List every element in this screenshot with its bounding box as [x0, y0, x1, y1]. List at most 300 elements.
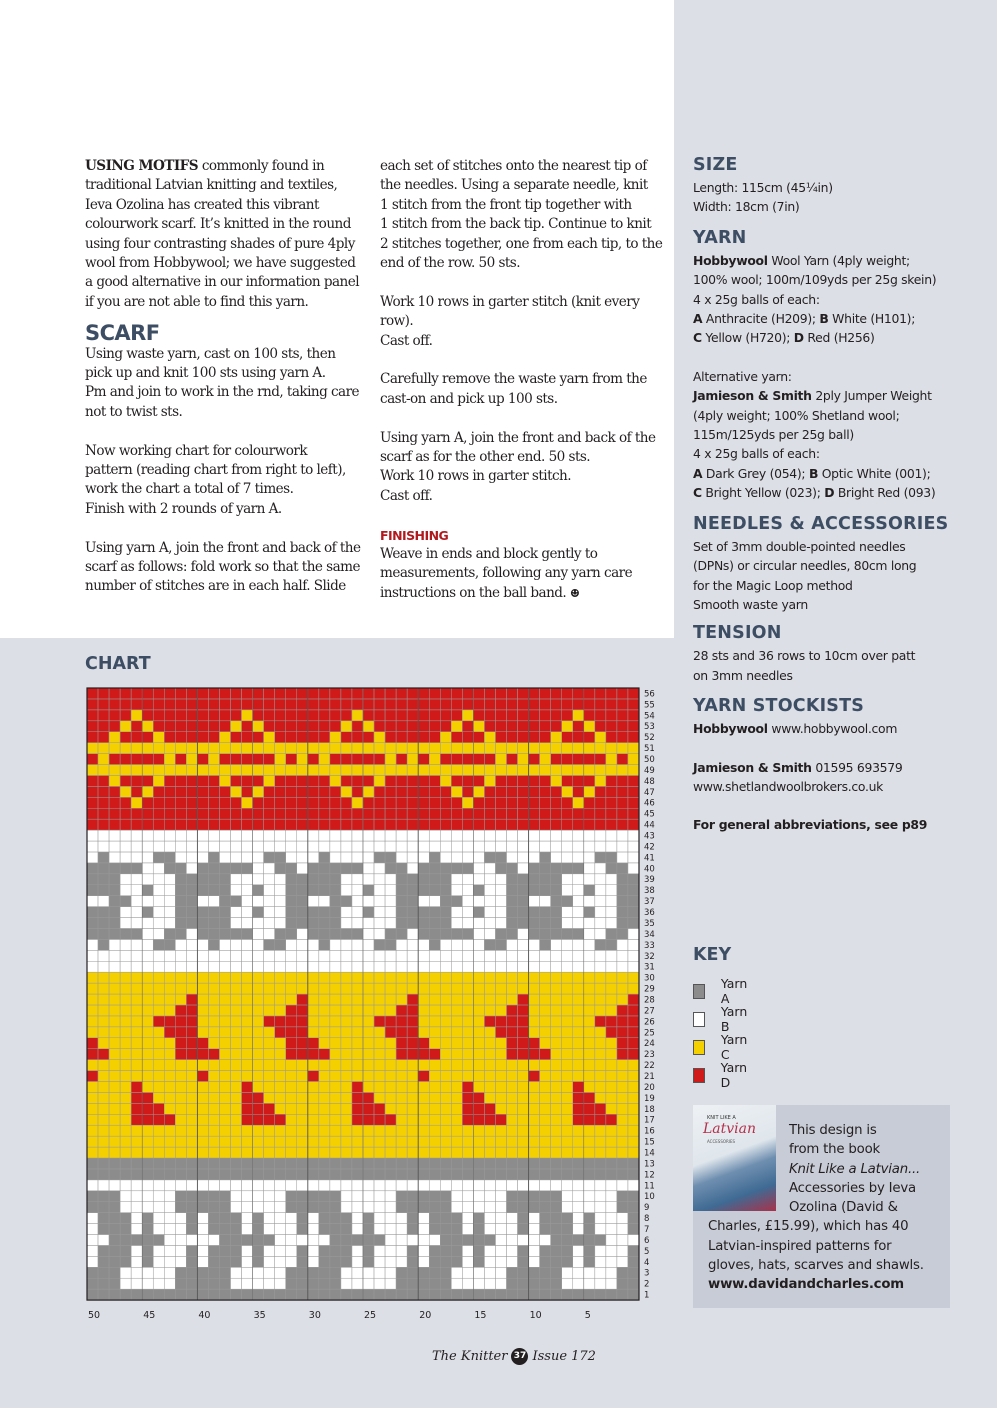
chart-cell — [208, 1202, 219, 1213]
chart-cell — [363, 863, 374, 874]
chart-cell — [242, 983, 253, 994]
chart-cell — [484, 1180, 495, 1191]
chart-cell — [87, 1125, 98, 1136]
chart-cell — [407, 732, 418, 743]
chart-cell — [308, 1169, 319, 1180]
chart-cell — [484, 1169, 495, 1180]
chart-cell — [418, 841, 429, 852]
chart-cell — [540, 699, 551, 710]
chart-cell — [253, 1267, 264, 1278]
chart-cell — [595, 699, 606, 710]
row-label: 14 — [644, 1148, 655, 1159]
chart-cell — [518, 939, 529, 950]
chart-cell — [341, 1038, 352, 1049]
chart-cell — [429, 896, 440, 907]
chart-cell — [275, 699, 286, 710]
chart-cell — [495, 710, 506, 721]
chart-cell — [352, 1191, 363, 1202]
chart-cell — [551, 1081, 562, 1092]
chart-cell — [109, 1038, 120, 1049]
chart-cell — [264, 808, 275, 819]
chart-cell — [175, 743, 186, 754]
chart-cell — [98, 1147, 109, 1158]
shetland-link[interactable]: www.shetlandwoolbrokers.co.uk — [693, 778, 884, 794]
chart-cell — [462, 1256, 473, 1267]
chart-cell — [507, 939, 518, 950]
chart-cell — [253, 1092, 264, 1103]
chart-cell — [495, 830, 506, 841]
chart-cell — [208, 1278, 219, 1289]
chart-cell — [429, 710, 440, 721]
chart-cell — [319, 1038, 330, 1049]
chart-cell — [87, 1103, 98, 1114]
chart-cell — [87, 1092, 98, 1103]
chart-cell — [617, 961, 628, 972]
chart-cell — [573, 1202, 584, 1213]
chart-cell — [462, 841, 473, 852]
chart-cell — [584, 699, 595, 710]
chart-cell — [507, 1169, 518, 1180]
chart-cell — [507, 885, 518, 896]
chart-cell — [529, 1103, 540, 1114]
chart-cell — [341, 896, 352, 907]
chart-cell — [451, 1027, 462, 1038]
chart-cell — [231, 918, 242, 929]
chart-cell — [142, 688, 153, 699]
chart-cell — [264, 786, 275, 797]
chart-cell — [617, 928, 628, 939]
chart-cell — [573, 1027, 584, 1038]
chart-cell — [231, 939, 242, 950]
chart-cell — [242, 1147, 253, 1158]
chart-cell — [98, 1060, 109, 1071]
chart-cell — [473, 1224, 484, 1235]
chart-cell — [584, 950, 595, 961]
chart-cell — [131, 743, 142, 754]
chart-cell — [551, 1125, 562, 1136]
chart-cell — [341, 786, 352, 797]
chart-cell — [374, 939, 385, 950]
chart-cell — [253, 1191, 264, 1202]
chart-cell — [363, 819, 374, 830]
chart-cell — [319, 819, 330, 830]
chart-cell — [231, 896, 242, 907]
chart-cell — [407, 928, 418, 939]
chart-cell — [374, 1136, 385, 1147]
chart-cell — [418, 1180, 429, 1191]
chart-cell — [507, 896, 518, 907]
chart-cell — [330, 765, 341, 776]
chart-cell — [286, 863, 297, 874]
chart-cell — [606, 1092, 617, 1103]
chart-cell — [606, 885, 617, 896]
chart-cell — [275, 1005, 286, 1016]
chart-cell — [109, 830, 120, 841]
chart-cell — [429, 1224, 440, 1235]
chart-cell — [495, 721, 506, 732]
chart-cell — [628, 797, 639, 808]
chart-cell — [363, 1267, 374, 1278]
chart-cell — [495, 852, 506, 863]
chart-cell — [120, 1256, 131, 1267]
chart-cell — [418, 1245, 429, 1256]
chart-cell — [462, 885, 473, 896]
chart-cell — [175, 852, 186, 863]
chart-cell — [507, 765, 518, 776]
row-label: 2 — [644, 1279, 650, 1290]
chart-cell — [562, 1147, 573, 1158]
chart-cell — [540, 786, 551, 797]
chart-cell — [462, 1235, 473, 1246]
chart-cell — [319, 1049, 330, 1060]
chart-cell — [142, 939, 153, 950]
chart-cell — [374, 1213, 385, 1224]
chart-cell — [286, 928, 297, 939]
chart-cell — [584, 1267, 595, 1278]
chart-cell — [98, 754, 109, 765]
chart-cell — [319, 1267, 330, 1278]
chart-cell — [418, 1224, 429, 1235]
chart-cell — [164, 1147, 175, 1158]
chart-cell — [518, 797, 529, 808]
chart-cell — [540, 775, 551, 786]
chart-cell — [164, 1005, 175, 1016]
chart-cell — [374, 1114, 385, 1125]
chart-cell — [374, 1071, 385, 1082]
chart-cell — [231, 961, 242, 972]
row-label: 54 — [644, 711, 655, 722]
chart-cell — [628, 1213, 639, 1224]
chart-cell — [142, 732, 153, 743]
chart-cell — [595, 1158, 606, 1169]
chart-cell — [495, 1256, 506, 1267]
chart-cell — [628, 896, 639, 907]
chart-cell — [319, 1213, 330, 1224]
chart-cell — [264, 1136, 275, 1147]
chart-cell — [242, 808, 253, 819]
chart-cell — [484, 950, 495, 961]
chart-cell — [507, 1027, 518, 1038]
chart-cell — [219, 928, 230, 939]
chart-cell — [507, 1191, 518, 1202]
chart-cell — [109, 852, 120, 863]
chart-cell — [584, 1060, 595, 1071]
chart-cell — [297, 950, 308, 961]
chart-cell — [253, 961, 264, 972]
chart-cell — [540, 896, 551, 907]
chart-cell — [540, 852, 551, 863]
chart-cell — [87, 1235, 98, 1246]
chart-cell — [429, 1038, 440, 1049]
chart-cell — [341, 1005, 352, 1016]
chart-cell — [308, 721, 319, 732]
chart-cell — [407, 775, 418, 786]
chart-cell — [297, 1027, 308, 1038]
chart-cell — [352, 1180, 363, 1191]
chart-cell — [529, 907, 540, 918]
x-tick-label: 25 — [364, 1310, 377, 1322]
chart-cell — [462, 1147, 473, 1158]
chart-cell — [484, 819, 495, 830]
chart-cell — [131, 797, 142, 808]
chart-cell — [352, 732, 363, 743]
chart-cell — [584, 1245, 595, 1256]
chart-cell — [186, 983, 197, 994]
chart-cell — [153, 819, 164, 830]
chart-cell — [286, 699, 297, 710]
chart-cell — [473, 1191, 484, 1202]
chart-cell — [374, 841, 385, 852]
chart-cell — [484, 710, 495, 721]
chart-cell — [242, 852, 253, 863]
chart-cell — [374, 1191, 385, 1202]
chart-cell — [551, 1005, 562, 1016]
x-tick-label: 30 — [308, 1310, 321, 1322]
chart-cell — [175, 874, 186, 885]
chart-cell — [462, 754, 473, 765]
chart-cell — [473, 961, 484, 972]
chart-cell — [164, 918, 175, 929]
chart-cell — [275, 819, 286, 830]
chart-cell — [297, 1224, 308, 1235]
row-label: 38 — [644, 886, 655, 897]
chart-cell — [507, 786, 518, 797]
chart-cell — [396, 1081, 407, 1092]
chart-cell — [451, 1180, 462, 1191]
chart-cell — [551, 1027, 562, 1038]
chart-cell — [484, 1081, 495, 1092]
chart-cell — [462, 1191, 473, 1202]
chart-cell — [286, 1125, 297, 1136]
chart-cell — [418, 786, 429, 797]
chart-cell — [451, 874, 462, 885]
chart-cell — [208, 1289, 219, 1300]
chart-cell — [562, 1256, 573, 1267]
chart-cell — [297, 1071, 308, 1082]
chart-cell — [275, 896, 286, 907]
chart-cell — [175, 994, 186, 1005]
chart-cell — [208, 765, 219, 776]
chart-cell — [396, 907, 407, 918]
chart-cell — [319, 1125, 330, 1136]
chart-cell — [507, 1016, 518, 1027]
chart-cell — [462, 939, 473, 950]
chart-cell — [164, 721, 175, 732]
chart-cell — [286, 765, 297, 776]
chart-cell — [573, 710, 584, 721]
chart-cell — [584, 819, 595, 830]
chart-cell — [164, 1092, 175, 1103]
chart-cell — [606, 1125, 617, 1136]
chart-cell — [142, 1158, 153, 1169]
chart-cell — [87, 939, 98, 950]
chart-cell — [429, 972, 440, 983]
chart-cell — [164, 1245, 175, 1256]
chart-cell — [606, 819, 617, 830]
chart-cell — [617, 732, 628, 743]
chart-cell — [341, 928, 352, 939]
chart-cell — [341, 1202, 352, 1213]
chart-cell — [242, 775, 253, 786]
chart-cell — [197, 1027, 208, 1038]
chart-cell — [429, 1016, 440, 1027]
chart-cell — [484, 688, 495, 699]
chart-cell — [131, 775, 142, 786]
chart-cell — [297, 939, 308, 950]
chart-cell — [495, 1103, 506, 1114]
chart-cell — [628, 852, 639, 863]
chart-cell — [462, 1016, 473, 1027]
chart-cell — [606, 699, 617, 710]
chart-cell — [418, 1060, 429, 1071]
chart-cell — [208, 907, 219, 918]
chart-cell — [540, 907, 551, 918]
chart-cell — [286, 797, 297, 808]
chart-cell — [462, 1224, 473, 1235]
chart-cell — [186, 786, 197, 797]
chart-cell — [462, 765, 473, 776]
chart-cell — [219, 1027, 230, 1038]
chart-cell — [418, 1235, 429, 1246]
chart-cell — [407, 1245, 418, 1256]
chart-cell — [153, 852, 164, 863]
chart-cell — [440, 688, 451, 699]
chart-cell — [175, 1016, 186, 1027]
chart-cell — [164, 732, 175, 743]
row-label: 7 — [644, 1225, 650, 1235]
chart-cell — [374, 994, 385, 1005]
chart-cell — [131, 1256, 142, 1267]
chart-cell — [330, 808, 341, 819]
chart-cell — [231, 1081, 242, 1092]
chart-cell — [374, 797, 385, 808]
chart-cell — [297, 983, 308, 994]
scarf-paragraph-3: Using yarn A, join the front and back of the scarf as follows: fold work so that the same number of stitches are in each half. Slide — [85, 539, 361, 595]
chart-cell — [551, 950, 562, 961]
chart-cell — [473, 841, 484, 852]
chart-cell — [518, 950, 529, 961]
chart-cell — [374, 1125, 385, 1136]
chart-cell — [109, 994, 120, 1005]
chart-cell — [186, 688, 197, 699]
row-label: 8 — [644, 1214, 650, 1225]
chart-cell — [606, 1114, 617, 1125]
chart-cell — [473, 972, 484, 983]
chart-cell — [451, 1267, 462, 1278]
chart-cell — [540, 1114, 551, 1125]
chart-cell — [153, 1245, 164, 1256]
chart-cell — [595, 885, 606, 896]
chart-cell — [595, 1103, 606, 1114]
chart-cell — [109, 841, 120, 852]
chart-cell — [330, 885, 341, 896]
chart-cell — [253, 918, 264, 929]
chart-cell — [540, 863, 551, 874]
chart-cell — [507, 699, 518, 710]
chart-cell — [231, 732, 242, 743]
chart-cell — [308, 830, 319, 841]
chart-cell — [573, 1114, 584, 1125]
chart-cell — [297, 765, 308, 776]
chart-cell — [407, 1180, 418, 1191]
chart-cell — [341, 950, 352, 961]
chart-cell — [253, 1049, 264, 1060]
chart-cell — [529, 754, 540, 765]
chart-cell — [529, 775, 540, 786]
chart-cell — [186, 1169, 197, 1180]
chart-cell — [440, 1027, 451, 1038]
chart-cell — [418, 775, 429, 786]
chart-cell — [628, 928, 639, 939]
chart-cell — [208, 1005, 219, 1016]
chart-cell — [142, 874, 153, 885]
chart-cell — [628, 786, 639, 797]
chart-cell — [197, 863, 208, 874]
chart-cell — [297, 1125, 308, 1136]
chart-cell — [551, 841, 562, 852]
chart-cell — [253, 797, 264, 808]
chart-cell — [617, 1103, 628, 1114]
chart-cell — [407, 907, 418, 918]
book-description: This design is from the book Knit Like a Latvian... Accessories by Ieva Ozolina (David & Charles, £15.99), which has 40 Latvian-inspired patterns for gloves, hats, scarves and shawls. www.davidandcharles.com — [693, 1121, 933, 1295]
chart-cell — [242, 1278, 253, 1289]
hobbywool-link[interactable]: www.hobbywool.com — [767, 721, 898, 737]
chart-cell — [186, 961, 197, 972]
chart-cell — [219, 1136, 230, 1147]
chart-cell — [507, 775, 518, 786]
chart-cell — [617, 1224, 628, 1235]
chart-cell — [429, 1289, 440, 1300]
chart-cell — [407, 885, 418, 896]
chart-cell — [109, 1267, 120, 1278]
chart-cell — [363, 852, 374, 863]
chart-cell — [131, 1103, 142, 1114]
chart-cell — [518, 830, 529, 841]
chart-cell — [175, 896, 186, 907]
chart-cell — [407, 1092, 418, 1103]
chart-cell — [120, 1235, 131, 1246]
chart-cell — [242, 1071, 253, 1082]
chart-cell — [186, 1005, 197, 1016]
chart-cell — [308, 1005, 319, 1016]
chart-cell — [142, 950, 153, 961]
chart-cell — [440, 710, 451, 721]
chart-cell — [142, 1147, 153, 1158]
chart-cell — [540, 1136, 551, 1147]
book-link[interactable]: www.davidandcharles.com — [708, 1277, 904, 1293]
chart-cell — [407, 1049, 418, 1060]
chart-cell — [142, 1180, 153, 1191]
chart-cell — [208, 972, 219, 983]
chart-cell — [385, 819, 396, 830]
chart-cell — [219, 1049, 230, 1060]
chart-cell — [495, 896, 506, 907]
chart-cell — [473, 1213, 484, 1224]
chart-cell — [109, 1016, 120, 1027]
chart-cell — [164, 1224, 175, 1235]
chart-cell — [242, 786, 253, 797]
chart-cell — [264, 1158, 275, 1169]
chart-cell — [473, 907, 484, 918]
chart-cell — [341, 1158, 352, 1169]
chart-cell — [495, 1027, 506, 1038]
chart-cell — [451, 710, 462, 721]
chart-cell — [551, 983, 562, 994]
chart-cell — [507, 874, 518, 885]
chart-cell — [98, 918, 109, 929]
chart-cell — [253, 852, 264, 863]
chart-cell — [451, 819, 462, 830]
